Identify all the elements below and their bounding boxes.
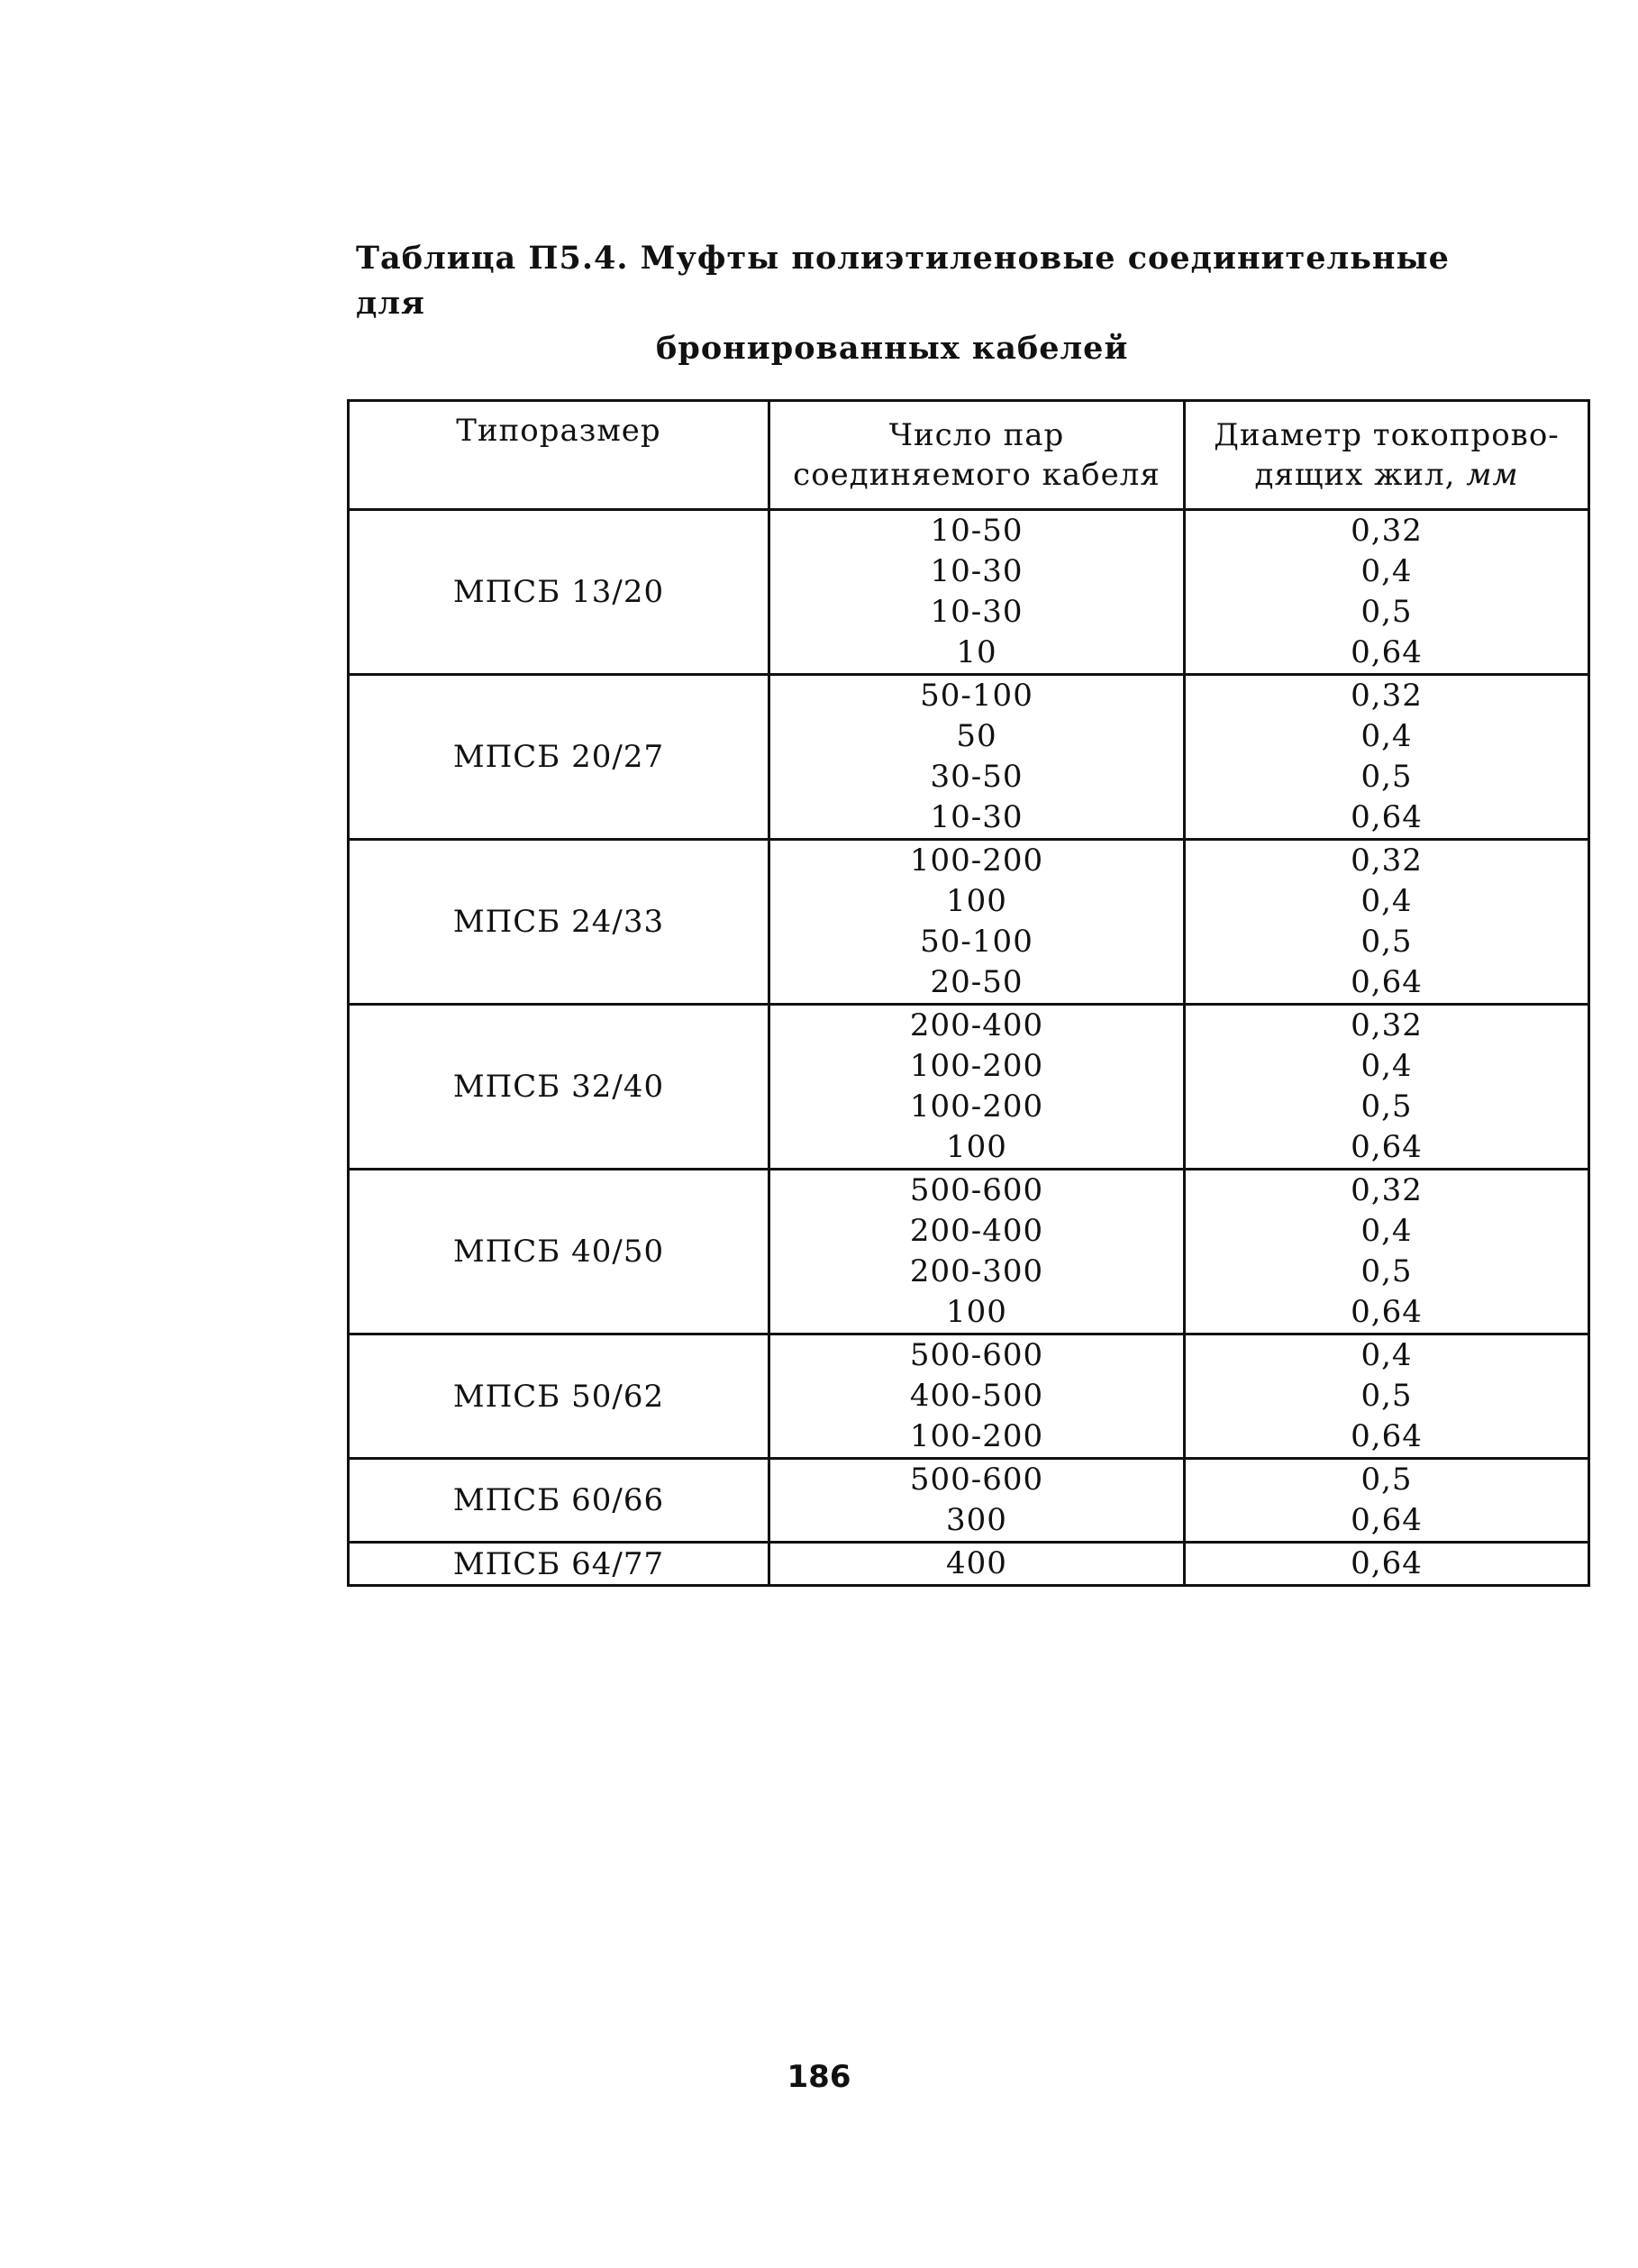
table-row [349, 675, 1589, 840]
cell-pairs [769, 1005, 1184, 1170]
type-value: МПСБ 40/50 [452, 1234, 665, 1270]
pairs-value: 100-200 [909, 843, 1044, 879]
pairs-value: 10-30 [930, 594, 1024, 630]
pairs-value: 10-50 [930, 513, 1024, 549]
table-title-line1: Таблица П5.4. Муфты полиэтиленовые соединительные для [356, 240, 1450, 322]
diameter-value: 0,64 [1351, 634, 1423, 670]
table-row [349, 1459, 1589, 1543]
table-row [349, 840, 1589, 1005]
diameter-value: 0,32 [1351, 513, 1423, 549]
header-diameter-line1: Диаметр токопрово- [1214, 417, 1560, 453]
cell-pairs [769, 1459, 1184, 1543]
diameter-value: 0,4 [1360, 553, 1413, 589]
cell-pairs [769, 1334, 1184, 1459]
diameter-value: 0,5 [1360, 1378, 1413, 1414]
diameter-value: 0,64 [1351, 1502, 1423, 1538]
diameter-value: 0,32 [1351, 1172, 1423, 1208]
pairs-value: 400-500 [909, 1378, 1044, 1414]
diameter-value: 0,4 [1360, 718, 1413, 754]
diameter-value: 0,64 [1351, 1545, 1423, 1581]
header-pairs-line2: соединяемого кабеля [793, 457, 1160, 493]
cell-type [349, 1170, 769, 1334]
header-diameter [1185, 401, 1589, 510]
cell-diameter [1185, 840, 1589, 1005]
cell-pairs [769, 840, 1184, 1005]
type-value: МПСБ 13/20 [452, 574, 665, 610]
header-pairs-line1: Число пар [888, 417, 1065, 453]
header-diameter-line2-text: дящих жил, [1254, 457, 1467, 493]
cell-type [349, 1005, 769, 1170]
table-title-line2: бронированных кабелей [656, 330, 1129, 367]
diameter-value: 0,5 [1360, 924, 1413, 960]
type-value: МПСБ 64/77 [452, 1545, 665, 1582]
pairs-value: 400 [946, 1545, 1007, 1581]
table-row [349, 1170, 1589, 1334]
cell-diameter [1185, 1543, 1589, 1586]
table-row [349, 1334, 1589, 1459]
header-diameter-unit: мм [1466, 457, 1519, 493]
cell-type [349, 840, 769, 1005]
diameter-value: 0,5 [1360, 1253, 1413, 1289]
table-body [349, 510, 1589, 1586]
cell-type [349, 1459, 769, 1543]
diameter-value: 0,32 [1351, 678, 1423, 714]
page-number: 186 [787, 2059, 851, 2095]
cell-diameter [1185, 1459, 1589, 1543]
pairs-value: 200-400 [909, 1213, 1044, 1249]
table-row [349, 510, 1589, 675]
cell-diameter [1185, 1334, 1589, 1459]
table-row [349, 1005, 1589, 1170]
header-type [349, 401, 769, 510]
diameter-value: 0,64 [1351, 1418, 1423, 1454]
pairs-value: 500-600 [909, 1172, 1044, 1208]
type-value: МПСБ 20/27 [452, 739, 665, 775]
cell-diameter [1185, 1005, 1589, 1170]
pairs-value: 100 [946, 1294, 1007, 1330]
pairs-value: 100-200 [909, 1088, 1044, 1125]
cell-diameter [1185, 510, 1589, 675]
diameter-value: 0,4 [1360, 1213, 1413, 1249]
pairs-value: 10-30 [930, 799, 1024, 835]
pairs-value: 500-600 [909, 1462, 1044, 1498]
cell-pairs [769, 1170, 1184, 1334]
pairs-value: 100 [946, 1129, 1007, 1165]
cell-type [349, 1334, 769, 1459]
diameter-value: 0,64 [1351, 799, 1423, 835]
type-value: МПСБ 24/33 [452, 904, 665, 940]
diameter-value: 0,32 [1351, 843, 1423, 879]
pairs-value: 100-200 [909, 1418, 1044, 1454]
pairs-value: 500-600 [909, 1337, 1044, 1373]
diameter-value: 0,5 [1360, 1462, 1413, 1498]
type-value: МПСБ 32/40 [452, 1069, 665, 1105]
pairs-value: 100 [946, 883, 1007, 919]
cell-pairs [769, 510, 1184, 675]
type-value: МПСБ 50/62 [452, 1378, 665, 1415]
diameter-value: 0,64 [1351, 1129, 1423, 1165]
diameter-value: 0,4 [1360, 883, 1413, 919]
couplings-table [347, 399, 1590, 1587]
diameter-value: 0,4 [1360, 1048, 1413, 1084]
pairs-value: 50-100 [920, 678, 1033, 714]
header-pairs [769, 401, 1184, 510]
header-diameter-line2 [1186, 455, 1588, 495]
cell-pairs [769, 1543, 1184, 1586]
pairs-value: 100-200 [909, 1048, 1044, 1084]
cell-pairs [769, 675, 1184, 840]
type-value: МПСБ 60/66 [452, 1482, 665, 1518]
pairs-value: 200-300 [909, 1253, 1044, 1289]
pairs-value: 200-400 [909, 1007, 1044, 1043]
pairs-value: 10-30 [930, 553, 1024, 589]
cell-type [349, 510, 769, 675]
pairs-value: 20-50 [930, 964, 1024, 1000]
table-row [349, 1543, 1589, 1586]
pairs-value: 300 [946, 1502, 1007, 1538]
cell-diameter [1185, 675, 1589, 840]
diameter-value: 0,5 [1360, 594, 1413, 630]
pairs-value: 50 [956, 718, 997, 754]
diameter-value: 0,64 [1351, 1294, 1423, 1330]
diameter-value: 0,5 [1360, 1088, 1413, 1125]
pairs-value: 10 [956, 634, 997, 670]
cell-type [349, 675, 769, 840]
diameter-value: 0,5 [1360, 759, 1413, 795]
pairs-value: 50-100 [920, 924, 1033, 960]
pairs-value: 30-50 [930, 759, 1024, 795]
diameter-value: 0,64 [1351, 964, 1423, 1000]
table-header-row [349, 401, 1589, 510]
cell-diameter [1185, 1170, 1589, 1334]
diameter-value: 0,4 [1360, 1337, 1413, 1373]
table-title [356, 236, 1527, 371]
diameter-value: 0,32 [1351, 1007, 1423, 1043]
cell-type [349, 1543, 769, 1586]
header-type-label: Типоразмер [456, 413, 661, 449]
